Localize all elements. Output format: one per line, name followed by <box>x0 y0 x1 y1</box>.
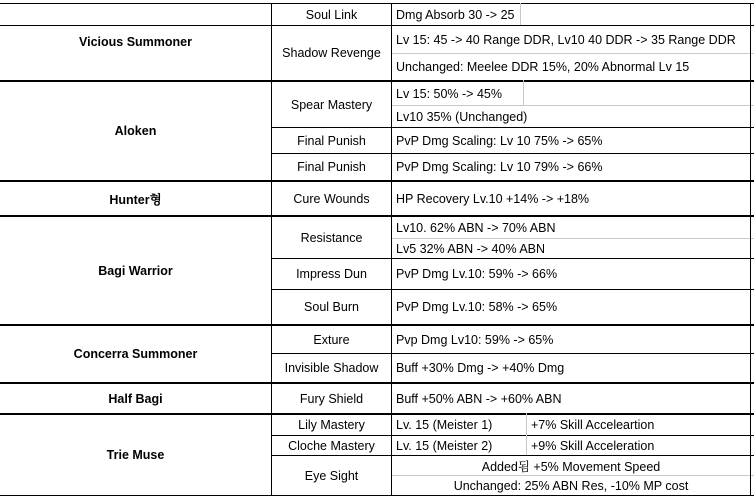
class-name: Vicious Summoner <box>79 35 192 49</box>
skill-name: Resistance <box>300 230 363 245</box>
skill-change: PvP Dmg Scaling: Lv 10 79% -> 66% <box>396 160 603 174</box>
skill-change: PvP Dmg Lv.10: 58% -> 65% <box>396 300 558 314</box>
skill-name: Soul Burn <box>304 300 359 314</box>
skill-change: HP Recovery Lv.10 +14% -> +18% <box>396 191 590 206</box>
skill-name: Final Punish <box>297 160 366 174</box>
skill-change: Buff +50% ABN -> +60% ABN <box>396 391 562 406</box>
class-name: Hunter형 <box>109 192 162 207</box>
skill-change: Unchanged: Meelee DDR 15%, 20% Abnormal Lv 15 <box>396 60 690 74</box>
skill-change: Lv10. 62% ABN -> 70% ABN <box>396 220 556 235</box>
skill-change: PvP Dmg Lv.10: 59% -> 66% <box>396 267 558 281</box>
skill-change: PvP Dmg Scaling: Lv 10 75% -> 65% <box>396 133 603 148</box>
class-name: Trie Muse <box>106 448 165 462</box>
skill-change: Lv 15: 50% -> 45% <box>396 86 502 101</box>
grid-line <box>0 495 754 496</box>
grid-line <box>523 80 524 105</box>
class-name: Half Bagi <box>108 391 163 406</box>
skill-change: Lv 15: 45 -> 40 Range DDR, Lv10 40 DDR -> 35 Range DDR <box>396 32 736 47</box>
skill-name: Cloche Mastery <box>288 438 375 453</box>
grid-line <box>520 3 521 25</box>
skill-level: Lv. 15 (Meister 1) <box>396 418 493 432</box>
skill-change: Buff +30% Dmg -> +40% Dmg <box>396 361 565 375</box>
skill-change: +9% Skill Acceleration <box>531 438 655 453</box>
skill-change: +7% Skill Acceleartion <box>531 418 655 432</box>
skill-name: Impress Dun <box>296 267 367 281</box>
skill-name: Lily Mastery <box>298 418 365 432</box>
class-name: Aloken <box>114 124 157 138</box>
skill-change: Lv10 35% (Unchanged) <box>396 109 528 124</box>
skill-name: Final Punish <box>297 133 366 148</box>
skill-name: Soul Link <box>305 7 358 22</box>
skill-name: Invisible Shadow <box>284 361 379 375</box>
skill-change: Unchanged: 25% ABN Res, -10% MP cost <box>453 478 689 493</box>
class-name: Bagi Warrior <box>98 263 173 278</box>
skill-name: Exture <box>313 332 350 347</box>
skill-change: Pvp Dmg Lv10: 59% -> 65% <box>396 332 554 347</box>
skill-name: Spear Mastery <box>290 97 373 112</box>
skill-change: Lv5 32% ABN -> 40% ABN <box>396 241 546 256</box>
class-name: Concerra Summoner <box>73 347 198 361</box>
skill-change: Added됨 +5% Movement Speed <box>481 459 661 474</box>
grid-line <box>750 3 751 495</box>
skill-level: Lv. 15 (Meister 2) <box>396 438 493 453</box>
skill-name: Shadow Revenge <box>282 46 381 60</box>
skill-name: Fury Shield <box>299 391 364 406</box>
skill-name: Eye Sight <box>304 468 359 483</box>
skill-change: Dmg Absorb 30 -> 25 <box>396 7 515 22</box>
skill-name: Cure Wounds <box>293 191 370 206</box>
